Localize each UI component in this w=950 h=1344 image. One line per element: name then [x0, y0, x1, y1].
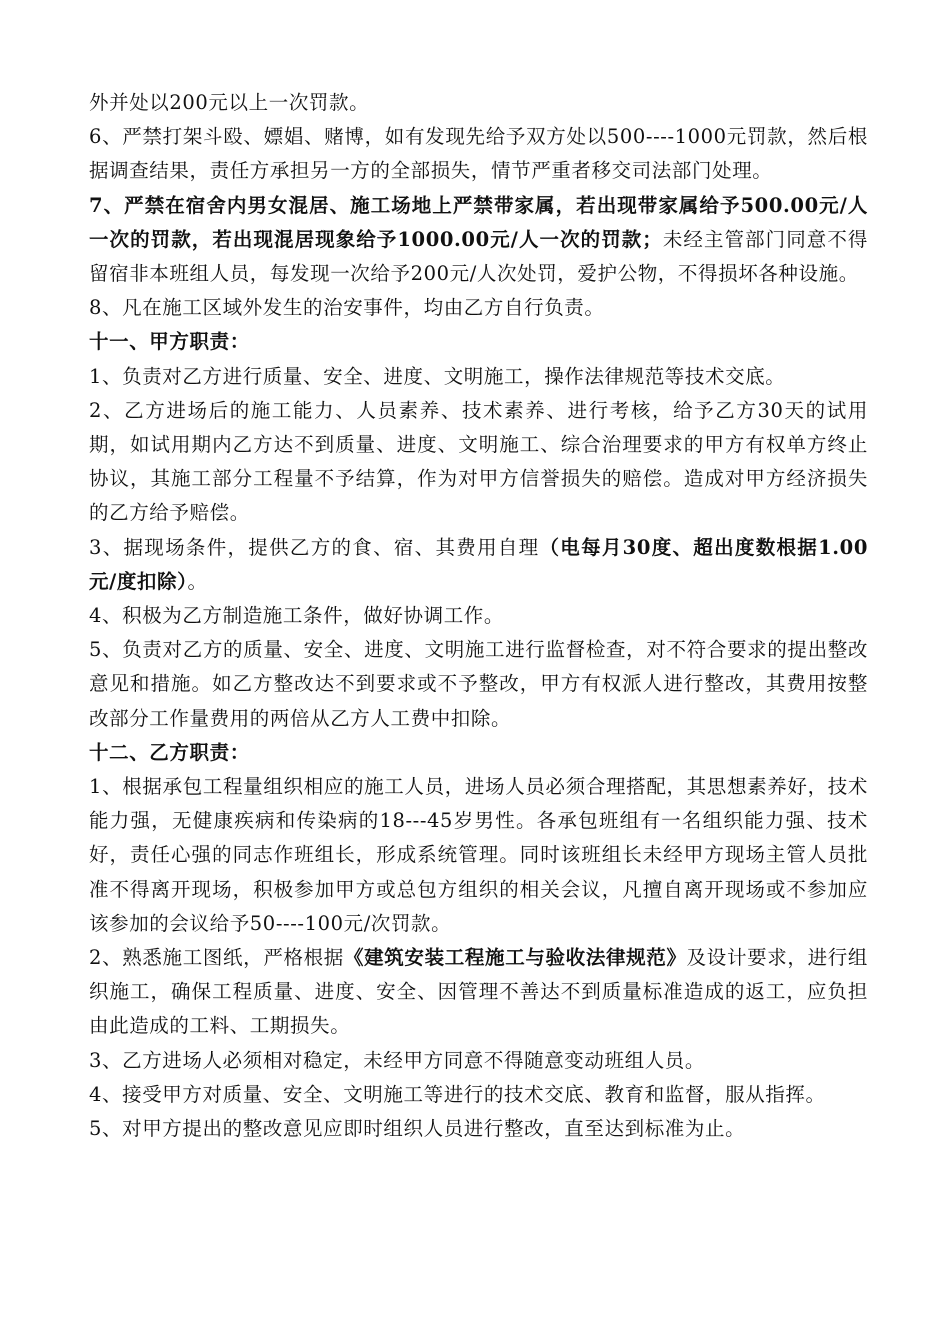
text-run: 8、凡在施工区域外发生的治安事件，均由乙方自行负责。	[89, 296, 605, 320]
section-heading	[89, 736, 868, 770]
text-run: 3、乙方进场人必须相对稳定，未经甲方同意不得随意变动班组人员。	[89, 1048, 706, 1072]
text-run: 1、负责对乙方进行质量、安全、进度、文明施工，操作法律规范等技术交底。	[89, 364, 786, 388]
paragraph	[89, 120, 868, 188]
text-run: 未经主管部门同意不得留宿非本班组人员，每发现一次给予200元/人次处罚，爱护公物，不得损坏各种设施。	[89, 227, 868, 286]
paragraph	[89, 394, 868, 531]
paragraph	[89, 770, 868, 941]
bold-text-run: 十一、甲方职责：	[89, 330, 250, 354]
text-run: 2、熟悉施工图纸，严格根据	[89, 946, 344, 970]
paragraph	[89, 291, 868, 325]
text-run: 2、乙方进场后的施工能力、人员素养、技术素养、进行考核，给予乙方30天的试用期，如试用期内乙方达不到质量、进度、文明施工、综合治理要求的甲方有权单方终止协议，其施工部分工程量不予结算，作为对甲方信誉损失的赔偿。造成对甲方经济损失的乙方给予赔偿。	[89, 398, 868, 525]
paragraph	[89, 360, 868, 394]
paragraph	[89, 599, 868, 633]
bold-text-run: 7、严禁在宿舍内男女混居、施工场地上严禁带家属，若出现带家属给予500.00元/人一次的罚款，若出现混居现象给予1000.00元/人一次的罚款；	[89, 193, 868, 251]
bold-text-run: 十二、乙方职责：	[89, 740, 250, 764]
text-run: 外并处以200元以上一次罚款。	[89, 91, 370, 114]
paragraph	[89, 531, 868, 599]
paragraph	[89, 1044, 868, 1078]
paragraph	[89, 86, 868, 120]
bold-text-run: 《建筑安装工程施工与验收法律规范》	[343, 946, 687, 970]
section-heading	[89, 325, 868, 359]
document-body	[89, 86, 868, 1146]
text-run: 6、严禁打架斗殴、嫖娼、赌博，如有发现先给予双方处以500----1000元罚款，然后根据调查结果，责任方承担另一方的全部损失，情节严重者移交司法部门处理。	[89, 125, 868, 183]
text-run: 3、据现场条件，提供乙方的食、宿、其费用自理	[89, 535, 540, 559]
text-run: 1、根据承包工程量组织相应的施工人员，进场人员必须合理搭配，其思想素养好，技术能力强，无健康疾病和传染病的18---45岁男性。各承包班组有一名组织能力强、技术好，责任心强的同志作班组长，形成系统管理。同时该班组长未经甲方现场主管人员批准不得离开现场，积极参加甲方或总包方组织的相关会议，凡擅自离开现场或不参加应该参加的会议给予50----100元/次罚款。	[89, 775, 868, 935]
text-run: 4、积极为乙方制造施工条件，做好协调工作。	[89, 604, 505, 628]
text-run: 5、对甲方提出的整改意见应即时组织人员进行整改，直至达到标准为止。	[89, 1117, 746, 1141]
bold-text-run: （电每月30度、超出度数根据1.00元/度扣除）	[89, 535, 868, 593]
text-run: 。	[187, 569, 208, 593]
text-run: 5、负责对乙方的质量、安全、进度、文明施工进行监督检查，对不符合要求的提出整改意见和措施。如乙方整改达不到要求或不予整改，甲方有权派人进行整改，其费用按整改部分工作量费用的两倍从乙方人工费中扣除。	[89, 638, 868, 730]
paragraph	[89, 1078, 868, 1112]
text-run: 4、接受甲方对质量、安全、文明施工等进行的技术交底、教育和监督，服从指挥。	[89, 1082, 826, 1106]
paragraph	[89, 189, 868, 292]
paragraph	[89, 633, 868, 736]
paragraph	[89, 1112, 868, 1146]
text-run: 及设计要求，进行组织施工，确保工程质量、进度、安全、因管理不善达不到质量标准造成的返工，应负担由此造成的工料、工期损失。	[89, 946, 868, 1038]
paragraph	[89, 941, 868, 1044]
